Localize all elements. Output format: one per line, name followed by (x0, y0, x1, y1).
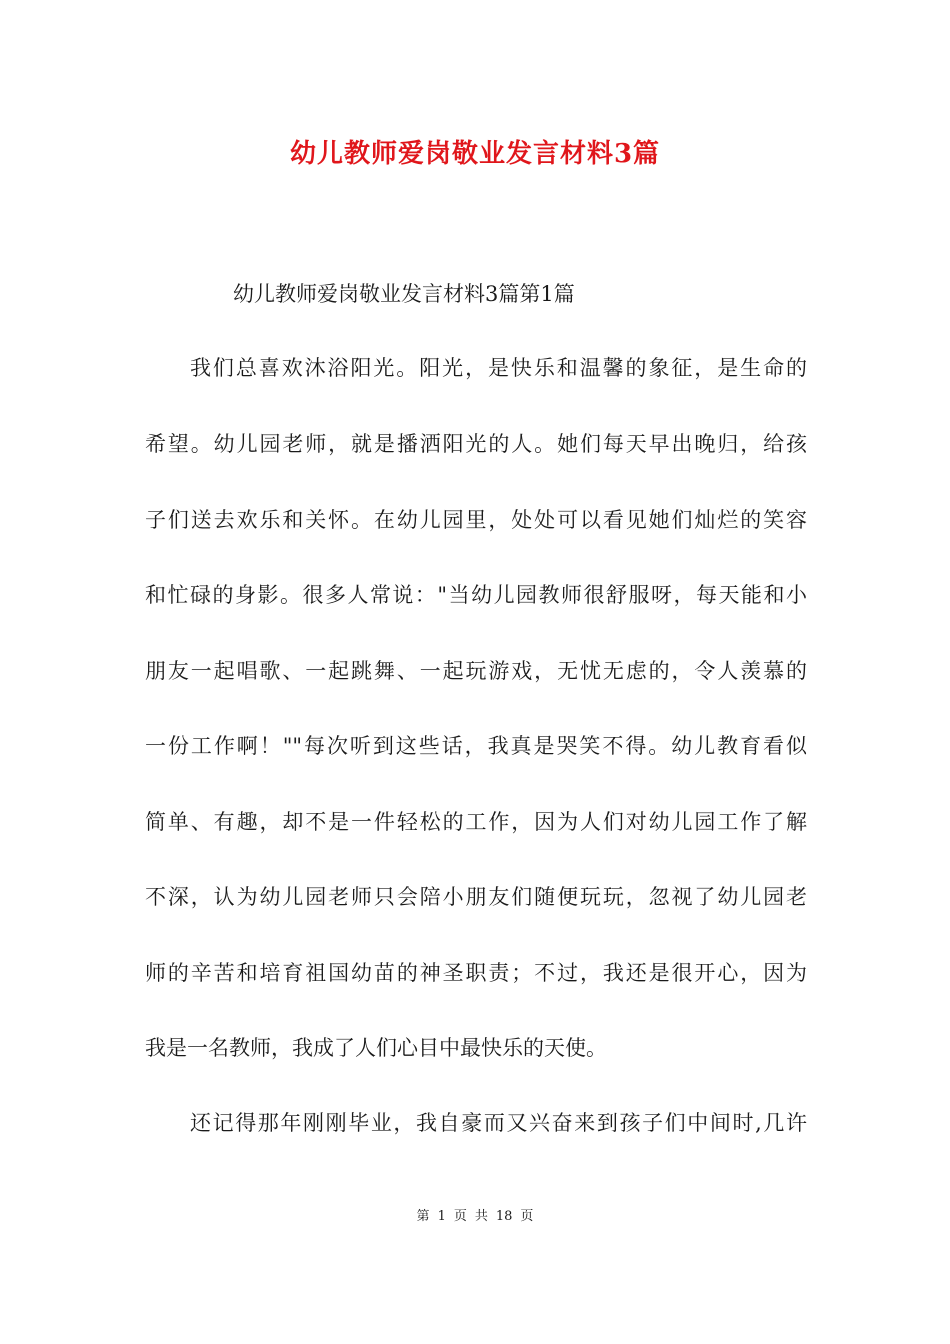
paragraph-line: 子们送去欢乐和关怀。在幼儿园里，处处可以看见她们灿烂的笑容 (145, 508, 807, 532)
footer-page-unit: 页 (453, 1209, 467, 1224)
paragraph-line: 不深，认为幼儿园老师只会陪小朋友们随便玩玩，忽视了幼儿园老 (145, 885, 807, 909)
document-title: 幼儿教师爱岗敬业发言材料3篇 (289, 139, 661, 169)
page-footer (0, 1207, 950, 1227)
paragraph-line: 朋友一起唱歌、一起跳舞、一起玩游戏，无忧无虑的，令人羡慕的 (145, 659, 807, 683)
section-heading: 幼儿教师爱岗敬业发言材料3篇第1篇 (233, 282, 575, 306)
paragraph-line: 我们总喜欢沐浴阳光。阳光，是快乐和温馨的象征，是生命的 (190, 356, 807, 380)
paragraph-line: 和忙碌的身影。很多人常说："当幼儿园教师很舒服呀，每天能和小 (145, 583, 807, 607)
paragraph-line: 我是一名教师，我成了人们心目中最快乐的天使。 (145, 1036, 607, 1060)
paragraph-line: 师的辛苦和培育祖国幼苗的神圣职责；不过，我还是很开心，因为 (145, 961, 807, 985)
paragraph-line: 还记得那年刚刚毕业，我自豪而又兴奋来到孩子们中间时,几许 (190, 1111, 807, 1135)
paragraph-line: 简单、有趣，却不是一件轻松的工作，因为人们对幼儿园工作了解 (145, 810, 807, 834)
paragraph-line: 希望。幼儿园老师，就是播洒阳光的人。她们每天早出晚归，给孩 (145, 432, 807, 456)
footer-current-page: 1 (437, 1209, 446, 1224)
footer-total-pages: 18 (495, 1209, 513, 1224)
paragraph-line: 一份工作啊！""每次听到这些话，我真是哭笑不得。幼儿教育看似 (145, 734, 807, 758)
footer-total-prefix: 共 (474, 1209, 488, 1224)
footer-prefix: 第 (416, 1209, 430, 1224)
footer-suffix: 页 (520, 1209, 534, 1224)
